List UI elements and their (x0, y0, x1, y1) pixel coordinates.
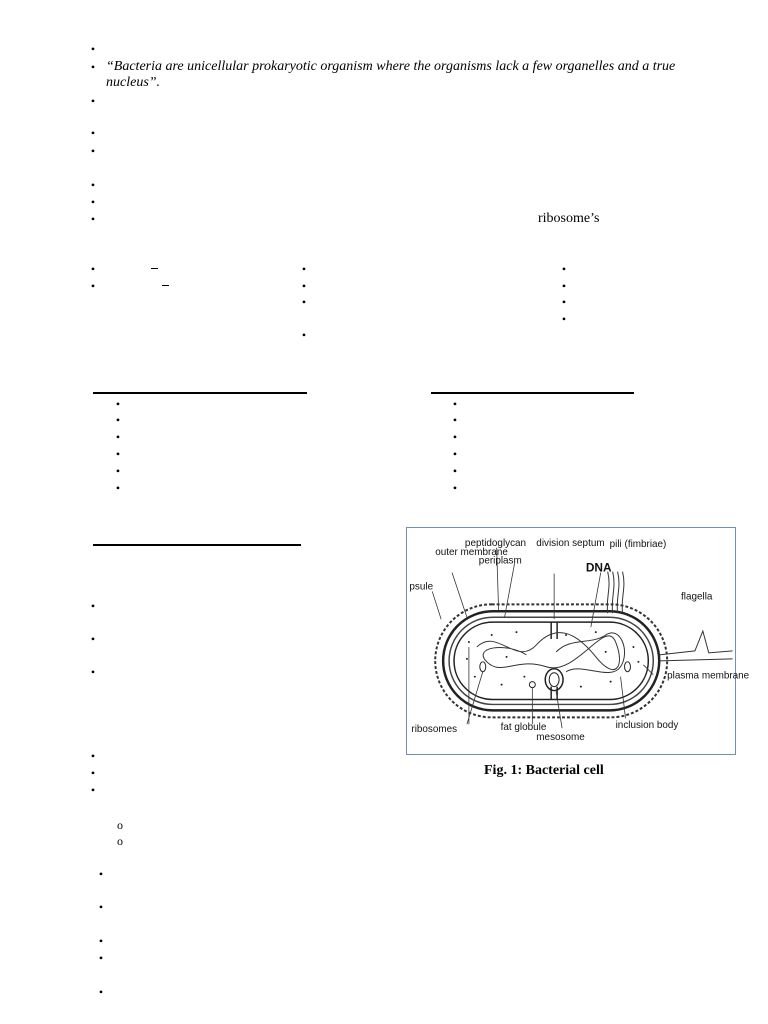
heading-underline-right (431, 392, 634, 394)
pili-shape (607, 572, 624, 614)
label-division-septum: division septum (536, 537, 605, 549)
bullet-marker (113, 446, 123, 462)
ribosome-dots (466, 631, 639, 688)
label-inclusion-body: inclusion body (615, 720, 679, 732)
bacterial-cell-diagram (407, 528, 750, 754)
bullet-marker (96, 899, 106, 915)
bullet-marker (88, 211, 98, 227)
bullet-marker (450, 480, 460, 496)
bullet-marker (88, 664, 98, 680)
bullet-marker (450, 446, 460, 462)
label-flagella: flagella (681, 591, 713, 603)
bullet-marker (96, 866, 106, 882)
bullet-marker (88, 748, 98, 764)
bullet-marker (299, 278, 309, 294)
bullet-marker (96, 933, 106, 949)
bullet-marker (559, 261, 569, 277)
bullet-marker (88, 631, 98, 647)
bullet-marker (88, 143, 98, 159)
bullet-marker (113, 429, 123, 445)
fat-globule-shape (529, 682, 535, 688)
bullet-marker (96, 984, 106, 1000)
bacteria-definition: “Bacteria are unicellular prokaryotic organism where the organisms lack a few organelles and a true nucleus”. (106, 59, 676, 90)
capsule-outline (435, 604, 667, 717)
label-dna: DNA (585, 560, 612, 575)
label-ribosomes: ribosomes (411, 724, 458, 736)
bullet-marker (113, 412, 123, 428)
dash-mark (162, 285, 169, 286)
label-periplasm: periplasm (478, 555, 522, 567)
label-fat-globule: fat globule (500, 722, 547, 734)
sub-bullet-marker (115, 817, 125, 833)
sub-bullet-marker (115, 833, 125, 849)
bullet-marker (299, 327, 309, 343)
bullet-marker (299, 261, 309, 277)
inclusion-body-shape (625, 662, 631, 672)
label-capsule: psule (409, 581, 434, 593)
label-outer-membrane: outer membrane (435, 546, 508, 558)
bullet-marker (88, 125, 98, 141)
bullet-marker (96, 950, 106, 966)
label-peptidoglycan: peptidoglycan (464, 537, 527, 549)
bullet-marker (88, 278, 98, 294)
bullet-marker (299, 294, 309, 310)
bullet-marker (450, 396, 460, 412)
bullet-marker (113, 396, 123, 412)
flagella-shape (659, 631, 732, 661)
bullet-marker (88, 177, 98, 193)
bullet-marker (113, 463, 123, 479)
bullet-marker (450, 429, 460, 445)
division-septum-shape (551, 622, 557, 639)
bullet-marker (559, 294, 569, 310)
bullet-marker (88, 782, 98, 798)
bullet-marker (450, 412, 460, 428)
bullet-marker (88, 59, 98, 75)
bacterial-cell-figure (406, 527, 750, 755)
bullet-marker (88, 261, 98, 277)
bullet-marker (88, 194, 98, 210)
heading-underline-left (93, 392, 307, 394)
label-mesosome: mesosome (536, 732, 585, 744)
figure-caption: Fig. 1: Bacterial cell (484, 763, 604, 778)
label-pili: pili (fimbriae) (609, 538, 667, 550)
dash-mark (151, 268, 158, 269)
bullet-marker (113, 480, 123, 496)
bullet-marker (450, 463, 460, 479)
mesosome-shape (545, 669, 563, 691)
bullet-marker (88, 41, 98, 57)
bullet-marker (88, 93, 98, 109)
mesosome-inner (549, 673, 559, 687)
bullet-marker (559, 311, 569, 327)
inclusion-body-shape-2 (480, 662, 486, 672)
heading-underline-lower (93, 544, 301, 546)
label-plasma-membrane: plasma membrane (667, 670, 750, 682)
ribosome-word: ribosome’s (538, 211, 600, 226)
bullet-marker (88, 765, 98, 781)
bullet-marker (559, 278, 569, 294)
bullet-marker (88, 598, 98, 614)
